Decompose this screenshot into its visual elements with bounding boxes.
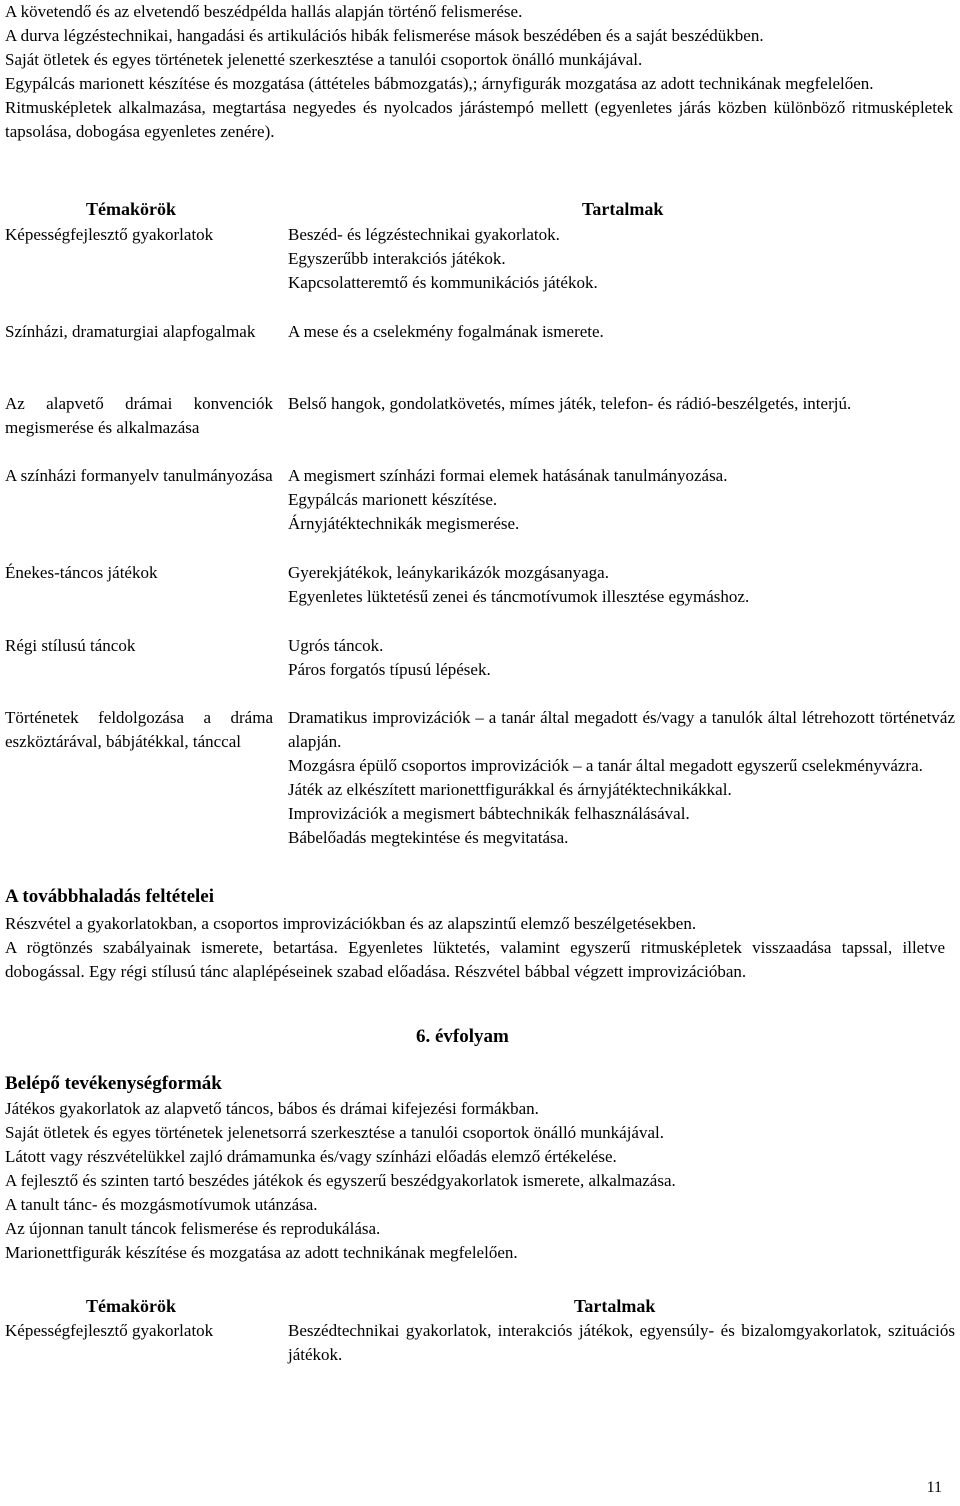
entry-title: Belépő tevékenységformák [5, 1073, 222, 1094]
progress-section [5, 912, 945, 984]
intro-line: Saját ötletek és egyes történetek jelenetté szerkesztése a tanulói csoportok önálló munkájával. [5, 50, 643, 69]
entry-line: Saját ötletek és egyes történetek jelenetsorrá szerkesztése a tanulói csoportok önálló munkájával. [5, 1123, 664, 1142]
content-line: A mese és a cselekmény fogalmának ismerete. [288, 322, 604, 341]
table-row [5, 464, 955, 561]
content-line: Egypálcás marionett készítése. [288, 490, 498, 509]
contents-cell [288, 1319, 955, 1367]
contents-cell [288, 223, 955, 320]
entry-line: A fejlesztő és szinten tartó beszédes játékok és egyszerű beszédgyakorlatok ismerete, alkalmazása. [5, 1171, 676, 1190]
topic-cell: Történetek feldolgozása a dráma eszköztárával, bábjátékkal, tánccal [5, 708, 273, 751]
content-line: Belső hangok, gondolatkövetés, mímes játék, telefon- és rádió-beszélgetés, interjú. [288, 394, 852, 413]
topic-cell: Az alapvető drámai konvenciók megismerése és alkalmazása [5, 394, 273, 437]
topics-table-2 [5, 1319, 955, 1367]
contents-cell [288, 392, 955, 464]
page-number: 11 [926, 1479, 942, 1496]
intro-line: Ritmusképletek alkalmazása, megtartása negyedes és nyolcados járástempó mellett (egyenletes járás közben különböző ritmusképletek tapsolása, dobogása egyenletes zenére). [5, 98, 953, 141]
table2-header-contents: Tartalmak [574, 1296, 656, 1316]
progress-title: A továbbhaladás feltételei [5, 886, 214, 907]
content-line: Dramatikus improvizációk – a tanár által megadott és/vagy a tanulók által létrehozott történetváz alapján. [288, 708, 955, 751]
entry-line: Látott vagy részvételükkel zajló drámamunka és/vagy színházi előadás elemző értékelése. [5, 1147, 617, 1166]
progress-line: A rögtönzés szabályainak ismerete, betartása. Egyenletes lüktetés, valamint egyszerű ritmusképletek visszaadása tapssal, illetve dobogással. Egy régi stílusú tánc alaplépéseinek szabad előadása. Részvétel bábbal végzett improvizációban. [5, 938, 945, 981]
content-line: Játék az elkészített marionettfigurákkal és árnyjátéktechnikákkal. [288, 780, 732, 799]
entry-line: Az újonnan tanult táncok felismerése és reprodukálása. [5, 1219, 381, 1238]
table1-header-topics: Témakörök [86, 199, 176, 219]
intro-line: A durva légzéstechnikai, hangadási és artikulációs hibák felismerése mások beszédében és a saját beszédükben. [5, 26, 764, 45]
topic-cell: Énekes-táncos játékok [5, 563, 158, 582]
content-line: Ugrós táncok. [288, 636, 384, 655]
entry-line: Játékos gyakorlatok az alapvető táncos, bábos és drámai kifejezési formákban. [5, 1099, 539, 1118]
content-line: Beszédtechnikai gyakorlatok, interakciós játékok, egyensúly- és bizalomgyakorlatok, szituációs játékok. [288, 1321, 955, 1364]
table-row [5, 706, 955, 850]
entry-section [5, 1097, 945, 1265]
intro-line: A követendő és az elvetendő beszédpélda hallás alapján történő felismerése. [5, 2, 523, 21]
grade-title: 6. évfolyam [416, 1026, 509, 1047]
table-row [5, 1319, 955, 1367]
content-line: Egyszerűbb interakciós játékok. [288, 249, 506, 268]
contents-cell [288, 464, 955, 561]
content-line: Páros forgatós típusú lépések. [288, 660, 491, 679]
table-row [5, 634, 955, 706]
topic-cell: Színházi, dramaturgiai alapfogalmak [5, 322, 256, 341]
intro-section [5, 0, 953, 144]
content-line: Bábelőadás megtekintése és megvitatása. [288, 828, 569, 847]
topic-cell: A színházi formanyelv tanulmányozása [5, 466, 273, 485]
content-line: Mozgásra épülő csoportos improvizációk – a tanár által megadott egyszerű cselekményvázra. [288, 756, 923, 775]
content-line: Gyerekjátékok, leánykarikázók mozgásanyaga. [288, 563, 609, 582]
content-line: Kapcsolatteremtő és kommunikációs játékok. [288, 273, 598, 292]
table-row [5, 223, 955, 320]
table1-header-contents: Tartalmak [582, 199, 664, 219]
table2-header-topics: Témakörök [86, 1296, 176, 1316]
table-row [5, 561, 955, 634]
entry-line: Marionettfigurák készítése és mozgatása az adott technikának megfelelően. [5, 1243, 518, 1262]
topics-table-1 [5, 223, 955, 850]
table-row [5, 392, 955, 464]
content-line: Egyenletes lüktetésű zenei és táncmotívumok illesztése egymáshoz. [288, 587, 750, 606]
contents-cell [288, 706, 955, 850]
entry-line: A tanult tánc- és mozgásmotívumok utánzása. [5, 1195, 318, 1214]
contents-cell [288, 320, 955, 392]
progress-line: Részvétel a gyakorlatokban, a csoportos improvizációkban és az alapszintű elemző beszélgetésekben. [5, 914, 697, 933]
content-line: Beszéd- és légzéstechnikai gyakorlatok. [288, 225, 560, 244]
table-row [5, 320, 955, 392]
content-line: Improvizációk a megismert bábtechnikák felhasználásával. [288, 804, 690, 823]
contents-cell [288, 561, 955, 634]
topic-cell: Képességfejlesztő gyakorlatok [5, 225, 214, 244]
topic-cell: Képességfejlesztő gyakorlatok [5, 1321, 214, 1340]
intro-line: Egypálcás marionett készítése és mozgatása (áttételes bábmozgatás),; árnyfigurák mozgatása az adott technikának megfelelően. [5, 74, 874, 93]
content-line: Árnyjátéktechnikák megismerése. [288, 514, 520, 533]
topic-cell: Régi stílusú táncok [5, 636, 136, 655]
content-line: A megismert színházi formai elemek hatásának tanulmányozása. [288, 466, 728, 485]
contents-cell [288, 634, 955, 706]
